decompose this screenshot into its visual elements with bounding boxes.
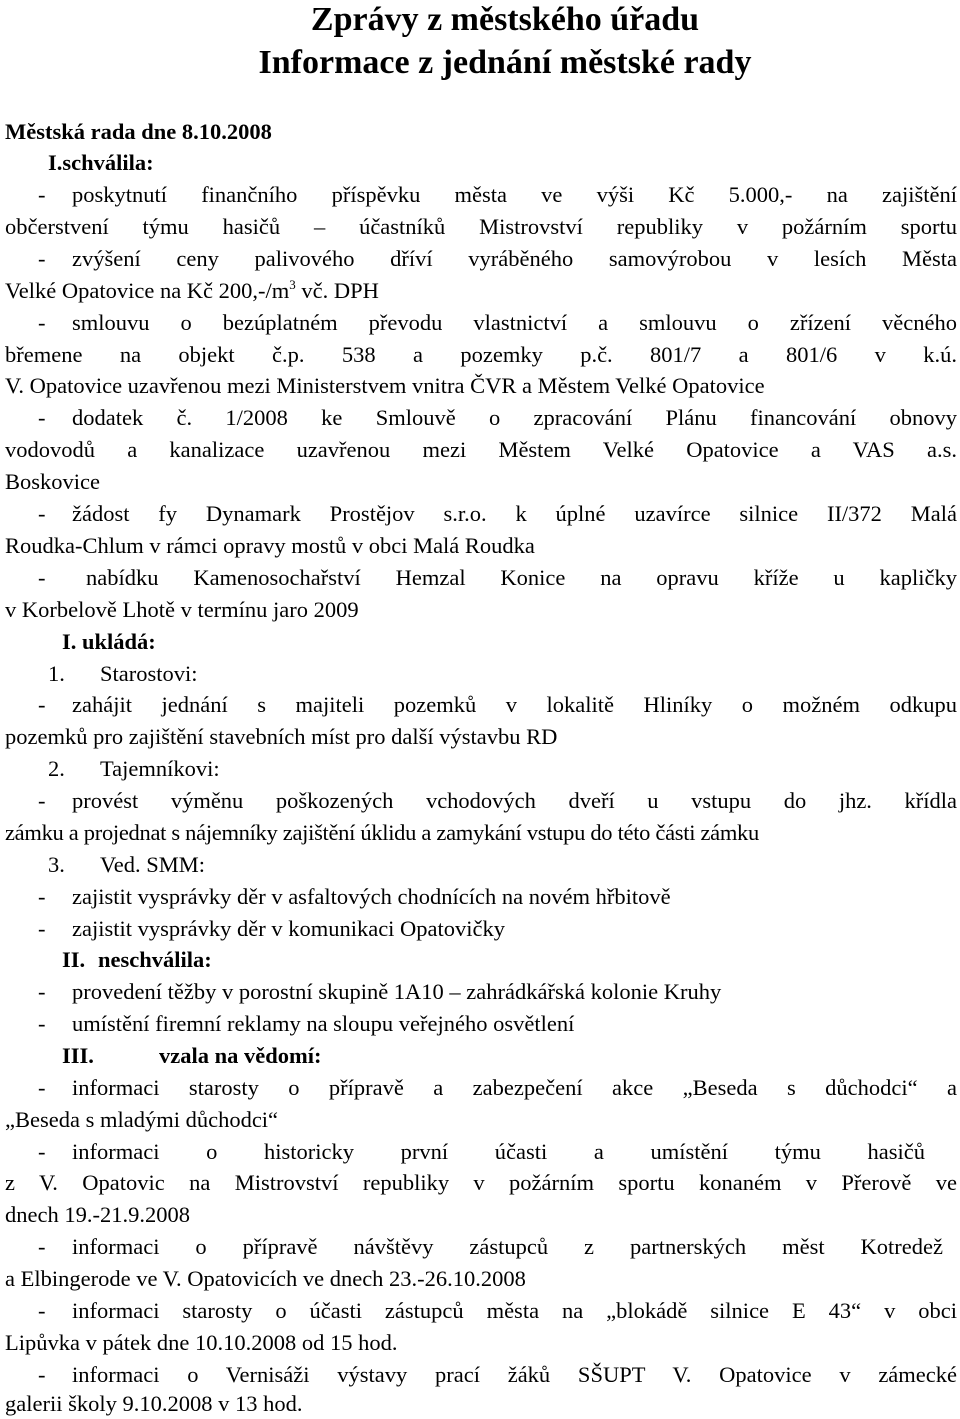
rejected-item-2: - umístění firemní reklamy na sloupu veřejného osvětlení [5, 1009, 957, 1039]
bullet: - [38, 692, 46, 717]
bullet: - [38, 565, 46, 590]
noted-item-5: - informaci o Vernisáži výstavy prací žáků SŠUPT V. Opatovice v zámecké [5, 1360, 957, 1390]
bullet: - [38, 182, 46, 207]
section-rejected-heading: II. neschválila: [62, 947, 212, 972]
bullet: - [38, 1075, 46, 1100]
noted-item-2-cont2: dnech 19.-21.9.2008 [5, 1202, 190, 1227]
bullet: - [38, 788, 46, 813]
section-approved-heading: I.schválila: [48, 150, 154, 175]
approved-item-1-cont: občerstvení týmu hasičů – účastníků Mistrovství republiky v požárním sportu [5, 214, 957, 239]
assign-item-1: - zahájit jednání s majiteli pozemků v lokalitě Hliníky o možném odkupu [5, 690, 957, 720]
bullet: - [38, 1011, 46, 1036]
section-noted-heading: III. vzala na vědomí: [62, 1043, 322, 1068]
rejected-item-1: - provedení těžby v porostní skupině 1A10 – zahrádkářská kolonie Kruhy [5, 977, 957, 1007]
approved-item-2: - zvýšení ceny palivového dříví vyráběného samovýrobou v lesích Města [5, 244, 957, 274]
bullet: - [38, 1234, 46, 1259]
assign-item-2-cont: zámku a projednat s nájemníky zajištění úklidu a zamykání vstupu do této části zámku [5, 820, 759, 845]
assignee-3: 3. Ved. SMM: [48, 852, 206, 877]
bullet: - [38, 1362, 46, 1387]
noted-item-1: - informaci starosty o přípravě a zabezpečení akce „Beseda s důchodci“ a [5, 1073, 957, 1103]
bullet: - [38, 310, 46, 335]
noted-item-3: - informaci o přípravě návštěvy zástupců z partnerských měst Kotredež [5, 1232, 943, 1262]
approved-item-3-cont: břemene na objekt č.p. 538 a pozemky p.č. 801/7 a 801/6 v k.ú. [5, 342, 957, 367]
bullet: - [38, 884, 46, 909]
approved-item-4-cont2: Boskovice [5, 469, 100, 494]
section-assigns-heading: I. ukládá: [62, 629, 156, 654]
noted-item-2: - informaci o historicky první účasti a umístění týmu hasičů [5, 1137, 925, 1167]
approved-item-2-cont: Velké Opatovice na Kč $200,-/m^3$ vč. DPH [5, 277, 379, 303]
approved-item-3-cont2: V. Opatovice uzavřenou mezi Ministerstvem vnitra ČVR a Městem Velké Opatovice [5, 373, 765, 398]
assign-item-2: - provést výměnu poškozených vchodových dveří u vstupu do jhz. křídla [5, 786, 957, 816]
assign-item-3: - zajistit vysprávky děr v asfaltových chodnících na novém hřbitově [5, 882, 957, 912]
approved-item-4: - dodatek č. 1/2008 ke Smlouvě o zpracování Plánu financování obnovy [5, 403, 957, 433]
meeting-heading: Městská rada dne 8.10.2008 [5, 119, 272, 144]
approved-item-5: - žádost fy Dynamark Prostějov s.r.o. k úplné uzavírce silnice II/372 Malá [5, 499, 957, 529]
noted-item-5-cont: galerii školy 9.10.2008 v 13 hod. [5, 1391, 303, 1416]
noted-item-1-cont: „Beseda s mladými důchodci“ [5, 1107, 279, 1132]
page-title: Zprávy z městského úřadu [310, 1, 700, 38]
noted-item-4-cont: Lipůvka v pátek dne 10.10.2008 od 15 hod. [5, 1330, 398, 1355]
noted-item-2-cont: z V. Opatovic na Mistrovství republiky v požárním sportu konaném v Přerově ve [5, 1170, 957, 1195]
bullet: - [38, 916, 46, 941]
approved-item-5-cont: Roudka-Chlum v rámci opravy mostů v obci Malá Roudka [5, 533, 535, 558]
assign-item-4: - zajistit vysprávky děr v komunikaci Opatovičky [5, 914, 957, 944]
approved-item-4-cont: vodovodů a kanalizace uzavřenou mezi Městem Velké Opatovice a VAS a.s. [5, 437, 957, 462]
approved-item-6-cont: v Korbelově Lhotě v termínu jaro 2009 [5, 597, 359, 622]
bullet: - [38, 405, 46, 430]
assignee-1: 1. Starostovi: [48, 661, 198, 686]
bullet: - [38, 501, 46, 526]
approved-item-6: - nabídku Kamenosochařství Hemzal Konice na opravu kříže u kapličky [5, 563, 957, 593]
approved-item-1: - poskytnutí finančního příspěvku města ve výši Kč 5.000,- na zajištění [5, 180, 957, 210]
bullet: - [38, 1298, 46, 1323]
approved-item-3: - smlouvu o bezúplatném převodu vlastnictví a smlouvu o zřízení věcného [5, 308, 957, 338]
page-subtitle: Informace z jednání městské rady [258, 44, 752, 81]
assignee-2: 2. Tajemníkovi: [48, 756, 220, 781]
noted-item-4: - informaci starosty o účasti zástupců města na „blokádě silnice E 43“ v obci [5, 1296, 957, 1326]
bullet: - [38, 1139, 46, 1164]
bullet: - [38, 979, 46, 1004]
assign-item-1-cont: pozemků pro zajištění stavebních míst pro další výstavbu RD [5, 724, 558, 749]
bullet: - [38, 246, 46, 271]
noted-item-3-cont: a Elbingerode ve V. Opatovicích ve dnech 23.-26.10.2008 [5, 1266, 526, 1291]
